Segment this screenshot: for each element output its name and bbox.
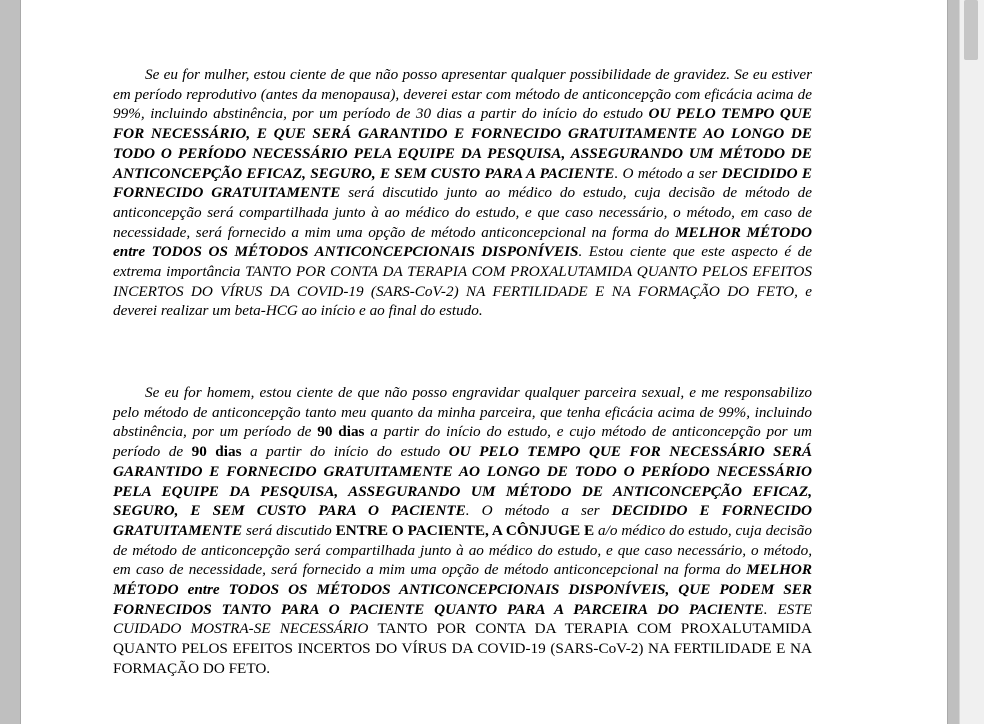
p1-run-3: . O método a ser: [614, 164, 722, 182]
p1-run-7: . Estou ciente que este aspecto é de extrema importância TANTO POR CONTA DA TERAPIA COM PROXALUTAMIDA QUANTO PELOS EFEITOS INCERTOS DO VÍRUS DA COVID-19 (SARS-CoV-2) NA FERTILIDADE E NA FORMAÇÃO DO FETO, e deverei realizar um beta-HCG ao início e ao final do estudo.: [113, 243, 813, 320]
p2-run-10: ENTRE O PACIENTE, A CÔNJUGE E: [335, 521, 595, 539]
p2-run-3: a partir do início do estudo, e cujo método de anticoncepção por um período de: [113, 423, 812, 461]
p2-run-5: a partir do início do estudo: [241, 443, 449, 461]
paragraph-female-contraception: [113, 65, 812, 321]
paragraph-male-contraception: [113, 383, 812, 679]
p1-run-6: MELHOR MÉTODO entre TODOS OS MÉTODOS ANTICONCEPCIONAIS DISPONÍVEIS: [113, 223, 812, 261]
p2-run-13: . ESTE CUIDADO MOSTRA-SE NECESSÁRIO: [113, 600, 812, 638]
p1-run-2: OU PELO TEMPO QUE FOR NECESSÁRIO, E QUE SERÁ GARANTIDO E FORNECIDO GRATUITAMENTE AO LONGO DE TODO O PERÍODO NECESSÁRIO PELA EQUIPE DA PESQUISA, ASSEGURANDO UM MÉTODO DE ANTICONCEPÇÃO EFICAZ, SEGURO, E SEM CUSTO PARA A PACIENTE: [113, 105, 812, 182]
p2-run-9: será discutido: [242, 521, 336, 539]
p2-run-8: DECIDIDO E FORNECIDO GRATUITAMENTE: [113, 502, 812, 539]
p2-run-6: OU PELO TEMPO QUE FOR NECESSÁRIO SERÁ GARANTIDO E FORNECIDO GRATUITAMENTE AO LONGO DE TODO O PERÍODO NECESSÁRIO PELA EQUIPE DA PESQUISA, ASSEGURANDO UM MÉTODO DE ANTICONCEPÇÃO EFICAZ, SEGURO, E SEM CUSTO PARA O PACIENTE: [113, 443, 813, 520]
p2-run-7: . O método a ser: [465, 502, 612, 520]
p1-run-4: DECIDIDO E FORNECIDO GRATUITAMENTE: [113, 164, 812, 202]
scrollbar-thumb[interactable]: [964, 0, 978, 60]
p2-run-11: a/o médico do estudo, cuja decisão de método de anticoncepção será compartilhada junto à ao médico do estudo, e que caso necessário, o método, em caso de necessidade, será fornecido a mim uma opção de método anticoncepcional na forma do: [113, 521, 812, 579]
p2-run-12: MELHOR MÉTODO entre TODOS OS MÉTODOS ANTICONCEPCIONAIS DISPONÍVEIS, QUE PODEM SER FORNECIDOS TANTO PARA O PACIENTE QUANTO PARA A PARCEIRA DO PACIENTE: [113, 561, 812, 618]
vertical-scrollbar[interactable]: [959, 0, 984, 724]
p2-run-14: TANTO POR CONTA DA TERAPIA COM PROXALUTAMIDA QUANTO PELOS EFEITOS INCERTOS DO VÍRUS DA COVID-19 (SARS-CoV-2) NA FERTILIDADE E NA FORMAÇÃO DO FETO.: [113, 620, 812, 677]
p2-run-2: 90 dias: [317, 423, 365, 441]
p2-run-1: Se eu for homem, estou ciente de que não posso engravidar qualquer parceira sexual, e me responsabilizo pelo método de anticoncepção tanto meu quanto da minha parceira, que tenha eficácia acima de 99%, incluindo abstinência, por um período de: [113, 384, 812, 441]
p1-run-5: será discutido junto ao médico do estudo, cuja decisão de método de anticoncepção será compartilhada junto à ao médico do estudo, e que caso necessário, o método, em caso de necessidade, será fornecido a mim uma opção de método anticoncepcional na forma do: [113, 184, 812, 241]
p2-run-4: 90 dias: [191, 443, 242, 461]
p1-run-1: Se eu for mulher, estou ciente de que não posso apresentar qualquer possibilidade de gravidez. Se eu estiver em período reprodutivo (antes da menopausa), deverei estar com método de anticoncepção com eficácia acima de 99%, incluindo abstinência, por um período de 30 dias a partir do início do estudo: [113, 66, 812, 123]
